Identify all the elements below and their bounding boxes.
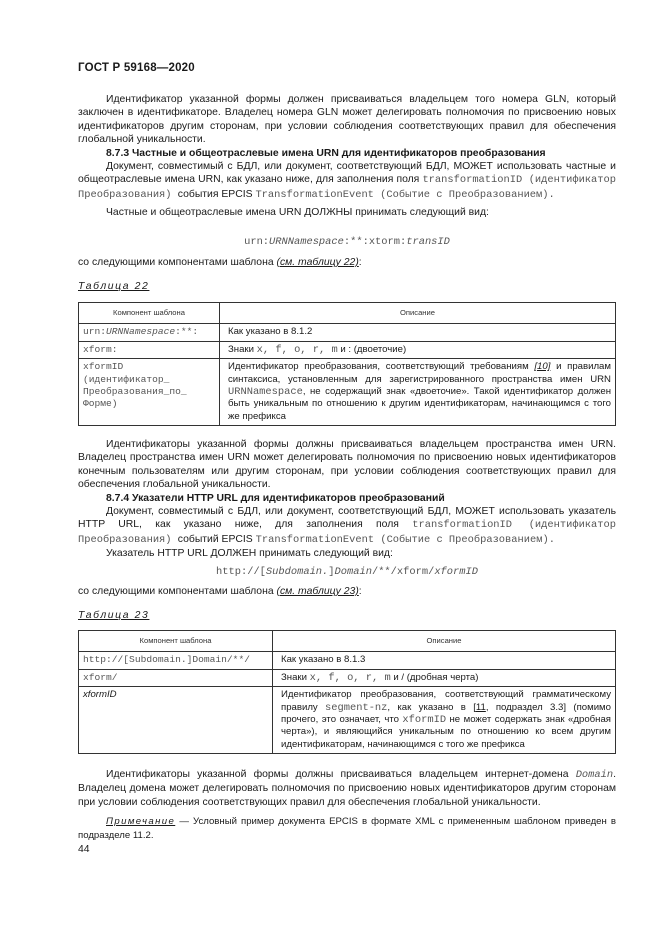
page-header: ГОСТ Р 59168—2020 bbox=[78, 62, 195, 74]
table-row: xform: Знаки x, f, o, r, m и : (двоеточие) bbox=[79, 341, 616, 358]
table-22-caption: Таблица 22 bbox=[78, 281, 150, 292]
text-block-4 bbox=[78, 585, 616, 598]
table-23 bbox=[78, 630, 616, 754]
paragraph: со следующими компонентами шаблона (см. таблицу 23): bbox=[78, 586, 362, 597]
text-block-2 bbox=[78, 256, 616, 269]
table-header-cell: Компонент шаблона bbox=[79, 303, 220, 324]
paragraph: со следующими компонентами шаблона (см. таблицу 22): bbox=[78, 257, 362, 268]
table-header-cell: Описание bbox=[273, 631, 616, 652]
table-row: urn:URNNamespace:**: Как указано в 8.1.2 bbox=[79, 324, 616, 341]
paragraph: Идентификатор указанной формы должен присваиваться владельцем того номера GLN, который заключен в идентификаторе. Владелец номера GLN может делегировать полномочия по присвоению новых идентификаторов другим сторонам, при условии соблюдения соответствующих правил для обеспечения глобальной уникальности. bbox=[78, 94, 616, 146]
table-row: xformID Идентификатор преобразования, соответствующий грамматическому правилу segment-nz, как указано в [11, подраздел 3.3] (помимо прочего, это означает, что xformID не может содержать знак «дробная черта»), и являющийся уникальным по отношению ко всем другим идентификаторам, начинающимся с того же префикса bbox=[79, 687, 616, 754]
page-number: 44 bbox=[78, 844, 90, 855]
http-pattern: http://[Subdomain.]Domain/**/xform/xformID bbox=[216, 566, 478, 578]
paragraph: Частные и общеотраслевые имена URN ДОЛЖНЫ принимать следующий вид: bbox=[106, 207, 489, 219]
section-heading: 8.7.3 Частные и общеотраслевые имена URN для идентификаторов преобразования bbox=[106, 147, 546, 159]
text-block-3 bbox=[78, 438, 616, 561]
paragraph: Идентификаторы указанной формы должны присваиваться владельцем пространства имен URN. Владелец пространства имен URN может делегировать полномочия по присвоению новых идентификаторов конечным пользователям или другим сторонам, при условии соблюдения соответствующих правил для обеспечения глобальной уникальности. bbox=[78, 439, 616, 491]
text-block-5 bbox=[78, 768, 616, 842]
urn-pattern: urn:URNNamespace:**:xtorm:transID bbox=[244, 236, 450, 248]
table-23-caption: Таблица 23 bbox=[78, 610, 150, 621]
paragraph: Указатель HTTP URL ДОЛЖЕН принимать следующий вид: bbox=[106, 548, 393, 560]
section-heading: 8.7.4 Указатели HTTP URL для идентификаторов преобразований bbox=[106, 492, 445, 504]
text-block-1 bbox=[78, 93, 616, 220]
table-header-cell: Описание bbox=[220, 303, 616, 324]
table-row: http://[Subdomain.]Domain/**/ Как указано в 8.1.3 bbox=[79, 652, 616, 669]
paragraph: Документ, совместимый с БДЛ, или документ, соответствующий БДЛ, МОЖЕТ использовать частные и общеотраслевые имена URN, как указано ниже, для заполнения поля transformationID (идентификатор Преобразования) события EPCIS TransformationEvent (Событие с Преобразованием). bbox=[78, 161, 616, 201]
table-22 bbox=[78, 302, 616, 426]
note: Примечание — Условный пример документа EPCIS в формате XML с примененным шаблоном приведен в подразделе 11.2. bbox=[78, 816, 616, 841]
paragraph: Идентификаторы указанной формы должны присваиваться владельцем интернет-домена Domain. Владелец домена может делегировать полномочия по присвоению новых идентификаторов другим сторонам при условии соблюдения соответствующих правил для обеспечения глобальной уникальности. bbox=[78, 769, 616, 808]
table-row: xformID (идентификатор_ Преобразования_по_ Форме) Идентификатор преобразования, соответствующий требованиям [10] и правилам синтаксиса, установленным для зарегистрированного пространства имен URN URNNamespace, не содержащий знак «двоеточие». Такой идентификатор должен быть уникальным по отношению к другим идентификаторам, начинающимся с того же префикса bbox=[79, 359, 616, 426]
paragraph: Документ, совместимый с БДЛ, или документ, соответствующий БДЛ, МОЖЕТ использовать указатель HTTP URL, как указано ниже, для заполнения поля transformationID (идентификатор Преобразования) событий EPCIS TransformationEvent (Событие с Преобразованием). bbox=[78, 506, 616, 546]
table-header-cell: Компонент шаблона bbox=[79, 631, 273, 652]
table-row: xform/ Знаки x, f, o, r, m и / (дробная черта) bbox=[79, 669, 616, 686]
